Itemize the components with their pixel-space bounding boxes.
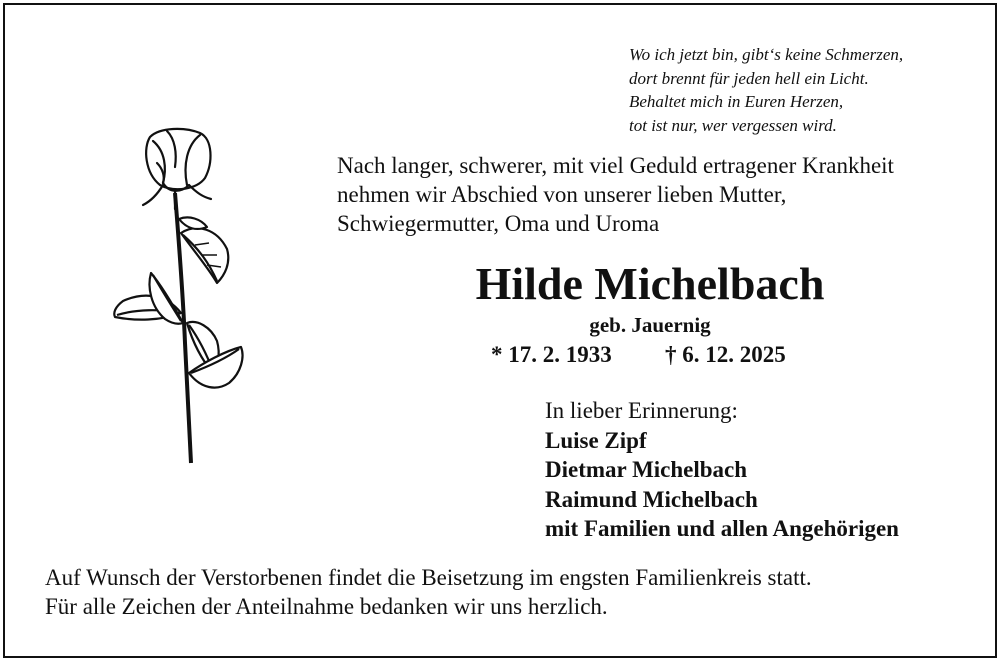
poem — [629, 43, 979, 137]
mourner-name: Raimund Michelbach — [545, 486, 758, 512]
mourners-block — [545, 396, 899, 544]
footer-line: Auf Wunsch der Verstorbenen findet die Beisetzung im engsten Familienkreis statt. — [45, 565, 812, 590]
mourner-name: mit Familien und allen Angehörigen — [545, 516, 899, 541]
footer-text — [45, 563, 812, 621]
obituary-notice — [3, 3, 997, 658]
poem-line: dort brennt für jeden hell ein Licht. — [629, 68, 869, 88]
intro-line: Schwiegermutter, Oma und Uroma — [337, 211, 660, 236]
poem-line: Wo ich jetzt bin, gibt‘s keine Schmerzen, — [629, 45, 904, 64]
poem-line: tot ist nur, wer vergessen wird. — [629, 115, 837, 135]
deceased-name: Hilde Michelbach — [475, 258, 825, 309]
mourners-heading: In lieber Erinnerung: — [545, 398, 738, 423]
death-date: † 6. 12. 2025 — [665, 342, 786, 367]
rose-icon — [105, 123, 255, 468]
birth-date: * 17. 2. 1933 — [491, 342, 612, 367]
intro-line: Nach langer, schwerer, mit viel Geduld ertragener Krankheit — [337, 153, 894, 178]
footer-line: Für alle Zeichen der Anteilnahme bedanken wir uns herzlich. — [45, 594, 608, 619]
maiden-name: geb. Jauernig — [589, 313, 711, 337]
mourner-name: Luise Zipf — [545, 427, 647, 453]
intro-line: nehmen wir Abschied von unserer lieben Mutter, — [337, 182, 787, 207]
poem-line: Behaltet mich in Euren Herzen, — [629, 92, 844, 111]
intro-text — [337, 151, 977, 238]
mourner-name: Dietmar Michelbach — [545, 457, 748, 482]
